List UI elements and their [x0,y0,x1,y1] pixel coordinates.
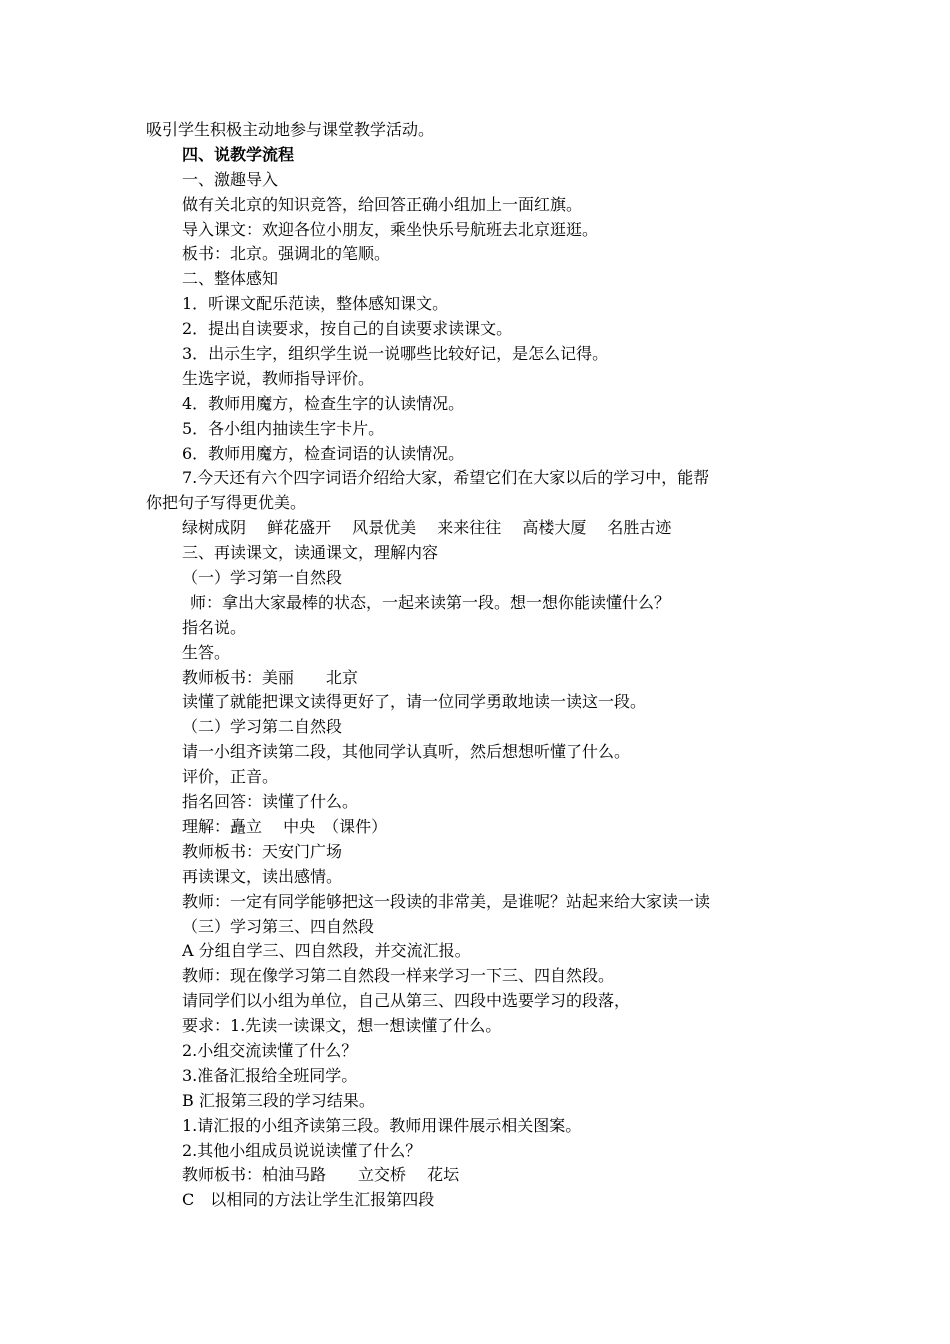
text-line: 师：拿出大家最棒的状态，一起来读第一段。想一想你能读懂什么？ [190,592,671,612]
text-line: 做有关北京的知识竞答，给回答正确小组加上一面红旗。 [182,194,583,214]
text-line: C 以相同的方法让学生汇报第四段 [182,1190,435,1210]
text-line: 板书：北京。强调北的笔顺。 [182,244,391,264]
text-line: （二）学习第二自然段 [182,717,343,737]
text-line: 导入课文：欢迎各位小朋友，乘坐快乐号航班去北京逛逛。 [182,219,599,239]
text-line: （三）学习第三、四自然段 [182,916,375,936]
text-line: 评价，正音。 [182,767,279,787]
text-line: 指名回答：读懂了什么。 [182,792,359,812]
text-line: 教师板书：天安门广场 [182,841,343,861]
text-line: 6．教师用魔方，检查词语的认读情况。 [182,443,465,463]
text-line: 三、再读课文，读通课文，理解内容 [182,543,439,563]
text-line: 教师板书：柏油马路 立交桥 花坛 [182,1165,460,1185]
text-line: 教师板书：美丽 北京 [182,667,359,687]
text-line: 生答。 [182,642,231,662]
text-line: （一）学习第一自然段 [182,568,343,588]
text-line: 3.准备汇报给全班同学。 [182,1065,358,1085]
text-line: 吸引学生积极主动地参与课堂教学活动。 [146,120,435,139]
text-line: 3．出示生字，组织学生说一说哪些比较好记，是怎么记得。 [182,344,609,364]
text-line: 1.请汇报的小组齐读第三段。教师用课件展示相关图案。 [182,1115,582,1135]
text-line: 读懂了就能把课文读得更好了，请一位同学勇敢地读一读这一段。 [182,692,647,712]
text-line: B 汇报第三段的学习结果。 [182,1090,375,1110]
text-line: 一、激趣导入 [182,169,279,189]
section-heading: 四、说教学流程 [182,144,295,164]
text-line: 请一小组齐读第二段，其他同学认真听，然后想想听懂了什么。 [182,742,631,762]
text-line: 理解：矗立 中央 （课件） [182,816,388,836]
text-line: 7.今天还有六个四字词语介绍给大家，希望它们在大家以后的学习中，能帮 [182,468,710,488]
text-line: 生选字说，教师指导评价。 [182,368,375,388]
text-line: 4．教师用魔方，检查生字的认读情况。 [182,393,465,413]
text-line: 指名说。 [182,617,247,637]
text-line: 要求：1.先读一读课文，想一想读懂了什么。 [182,1016,502,1036]
text-line: 1．听课文配乐范读，整体感知课文。 [182,294,449,314]
text-line: 2.其他小组成员说说读懂了什么？ [182,1140,422,1160]
text-line: 5．各小组内抽读生字卡片。 [182,418,385,438]
text-line: 二、整体感知 [182,269,279,289]
text-line: 请同学们以小组为单位，自己从第三、四段中选要学习的段落， [182,991,631,1011]
text-line: 2．提出自读要求，按自己的自读要求读课文。 [182,319,513,339]
text-line: 教师：现在像学习第二自然段一样来学习一下三、四自然段。 [182,966,615,986]
text-line: 再读课文，读出感情。 [182,866,343,886]
document-page [0,118,950,1213]
text-line: 你把句子写得更优美。 [146,493,307,513]
text-line: A 分组自学三、四自然段，并交流汇报。 [182,941,471,961]
text-line: 教师：一定有同学能够把这一段读的非常美，是谁呢？站起来给大家读一读 [182,891,711,911]
text-line: 2.小组交流读懂了什么？ [182,1040,358,1060]
text-line: 绿树成阴 鲜花盛开 风景优美 来来往往 高楼大厦 名胜古迹 [182,518,672,538]
